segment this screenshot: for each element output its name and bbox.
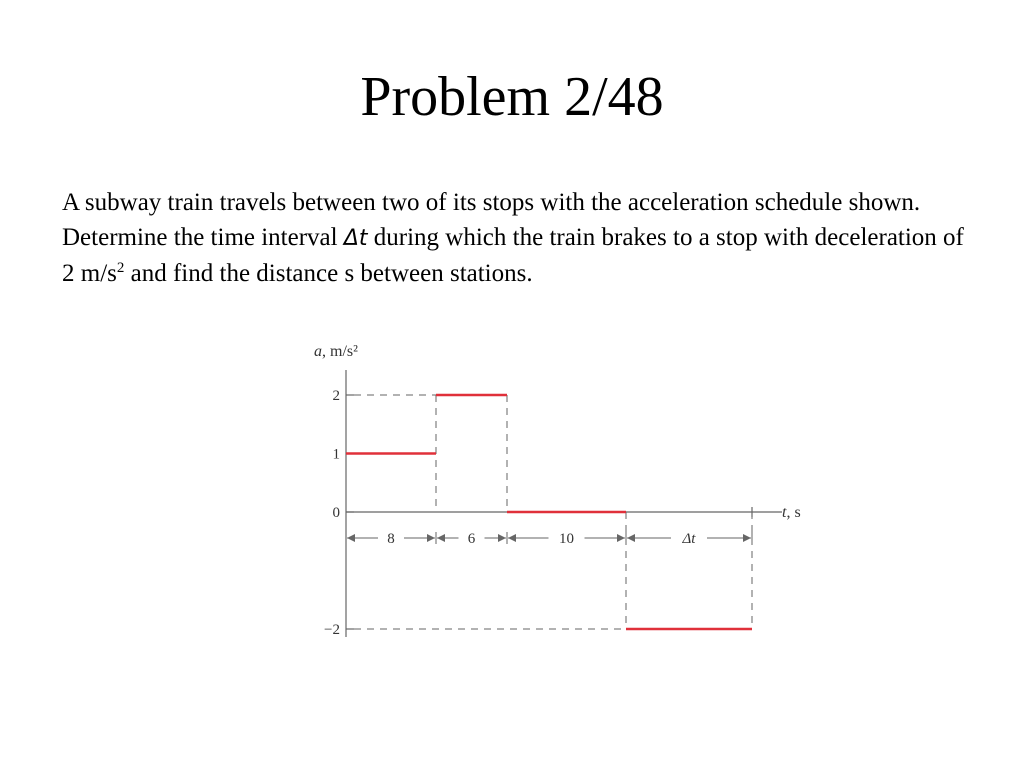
dimension-arrowhead xyxy=(508,534,516,542)
problem-text-part3: and find the distance s between stations. xyxy=(124,260,533,287)
problem-text-part2: during which the train brakes to a stop with deceleration of 2 m/s xyxy=(62,224,964,287)
dimension-arrowhead xyxy=(437,534,445,542)
y-tick-label: 2 xyxy=(332,388,340,404)
slide-title: Problem 2/48 xyxy=(360,66,664,128)
unit-superscript: 2 xyxy=(116,260,125,276)
dimension-arrowhead xyxy=(427,534,435,542)
dimension-arrowhead xyxy=(498,534,506,542)
dimension-arrowhead xyxy=(347,534,355,542)
acceleration-chart xyxy=(290,330,830,650)
dimension-label: 10 xyxy=(559,531,574,547)
dimension-arrowhead xyxy=(743,534,751,542)
y-tick-label: 0 xyxy=(332,505,340,521)
problem-statement xyxy=(62,185,982,291)
y-tick-label: −2 xyxy=(324,622,340,638)
problem-text-part1: A subway train travels between two of its stops with the acceleration schedule shown. Determine the time interval xyxy=(62,189,921,251)
dimension-arrowhead xyxy=(627,534,635,542)
delta-t-symbol: Δt xyxy=(343,226,368,251)
x-axis-label: t, s xyxy=(782,504,801,521)
dimension-label: Δt xyxy=(682,531,696,547)
dimension-label: 8 xyxy=(387,531,395,547)
y-tick-label: 1 xyxy=(332,446,340,463)
y-axis-label: a, m/s² xyxy=(314,343,358,360)
dimension-label: 6 xyxy=(467,531,476,547)
dimension-arrowhead xyxy=(617,534,625,542)
